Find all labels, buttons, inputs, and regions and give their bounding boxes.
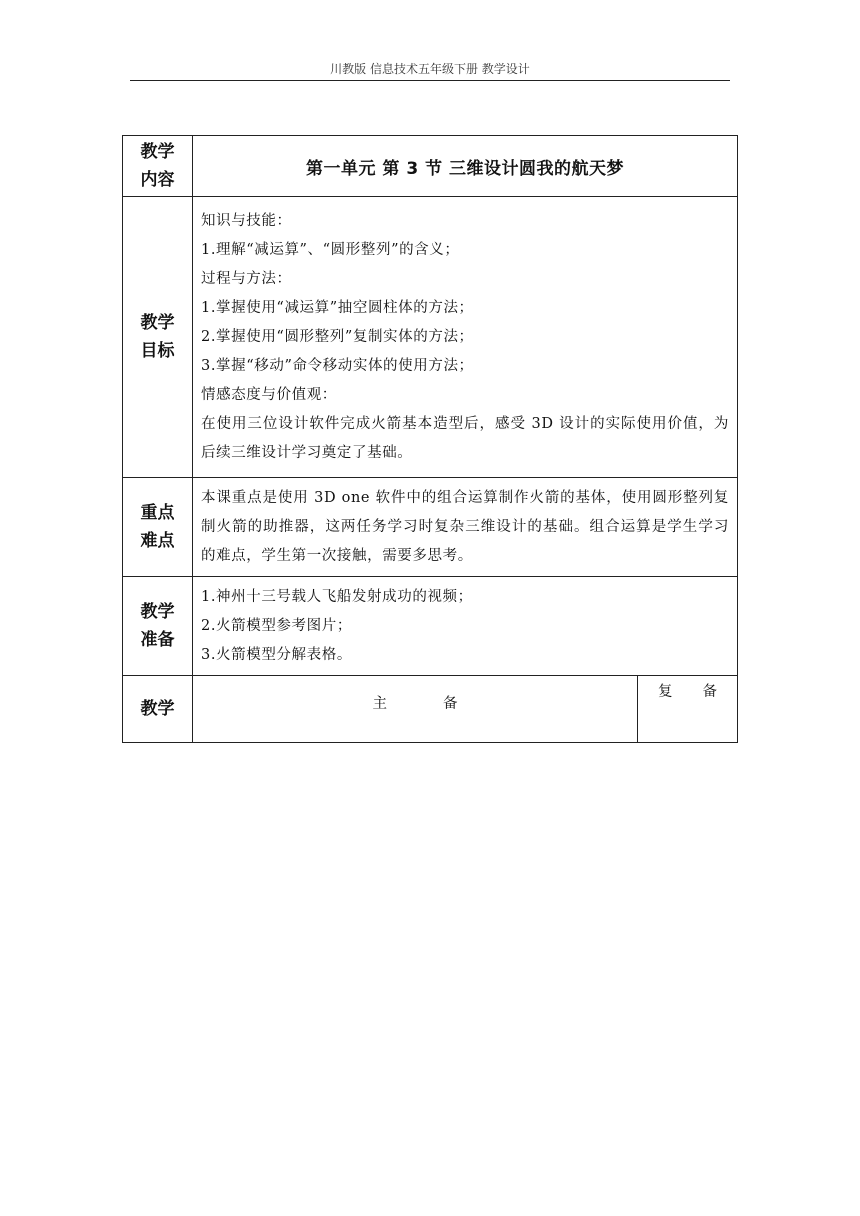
label-line: 内容 [140, 170, 175, 190]
goals-line: 知识与技能： [201, 212, 292, 229]
goals-line: 1.理解“减运算”、“圆形整列”的含义； [201, 241, 460, 258]
main-prep-header [193, 676, 638, 743]
label-line: 教学 [140, 313, 175, 333]
label-teaching-process: 教学 [123, 676, 193, 743]
header-text: 川教版 信息技术五年级下册 教学设计 [330, 62, 530, 76]
label-line: 教学 [140, 142, 175, 162]
prep-line: 3.火箭模型分解表格。 [201, 646, 352, 663]
table-row-goals [123, 197, 738, 478]
table-row-prep [123, 577, 738, 676]
page-header [130, 60, 730, 81]
main-prep-char: 备 [442, 696, 458, 712]
focus-content: 本课重点是使用 3D one 软件中的组合运算制作火箭的基体，使用圆形整列复制火箭的助推器，这两任务学习时复杂三维设计的基础。组合运算是学生学习的难点，学生第一次接触，需要多思考。 [193, 478, 738, 577]
label-teaching-content [123, 136, 193, 197]
goals-line: 情感态度与价值观： [201, 386, 337, 403]
label-line: 难点 [140, 531, 175, 551]
label-line: 教学 [140, 602, 175, 622]
goals-line: 在使用三位设计软件完成火箭基本造型后，感受 3D 设计的实际使用价值，为后续三维设计学习奠定了基础。 [201, 415, 729, 461]
goals-line: 3.掌握“移动”命令移动实体的使用方法； [201, 357, 474, 374]
lesson-title: 第一单元 第 3 节 三维设计圆我的航天梦 [193, 136, 738, 197]
re-prep-header [637, 676, 737, 743]
goals-line: 过程与方法： [201, 270, 292, 287]
label-teaching-prep [123, 577, 193, 676]
label-teaching-goals [123, 197, 193, 478]
table-row-content [123, 136, 738, 197]
goals-line: 1.掌握使用“减运算”抽空圆柱体的方法； [201, 299, 474, 316]
label-line: 重点 [140, 503, 175, 523]
re-prep-char: 复 [657, 684, 673, 700]
lesson-plan-table [122, 135, 738, 743]
main-prep-char: 主 [372, 696, 387, 712]
prep-line: 2.火箭模型参考图片； [201, 617, 352, 634]
goals-content [193, 197, 738, 478]
re-prep-char: 备 [702, 684, 717, 700]
prep-content [193, 577, 738, 676]
label-line: 目标 [140, 341, 175, 361]
label-line: 准备 [140, 630, 175, 650]
table-row-process [123, 676, 738, 743]
goals-line: 2.掌握使用“圆形整列”复制实体的方法； [201, 328, 474, 345]
table-row-focus [123, 478, 738, 577]
label-key-difficult-points [123, 478, 193, 577]
prep-line: 1.神州十三号载人飞船发射成功的视频； [201, 588, 473, 605]
